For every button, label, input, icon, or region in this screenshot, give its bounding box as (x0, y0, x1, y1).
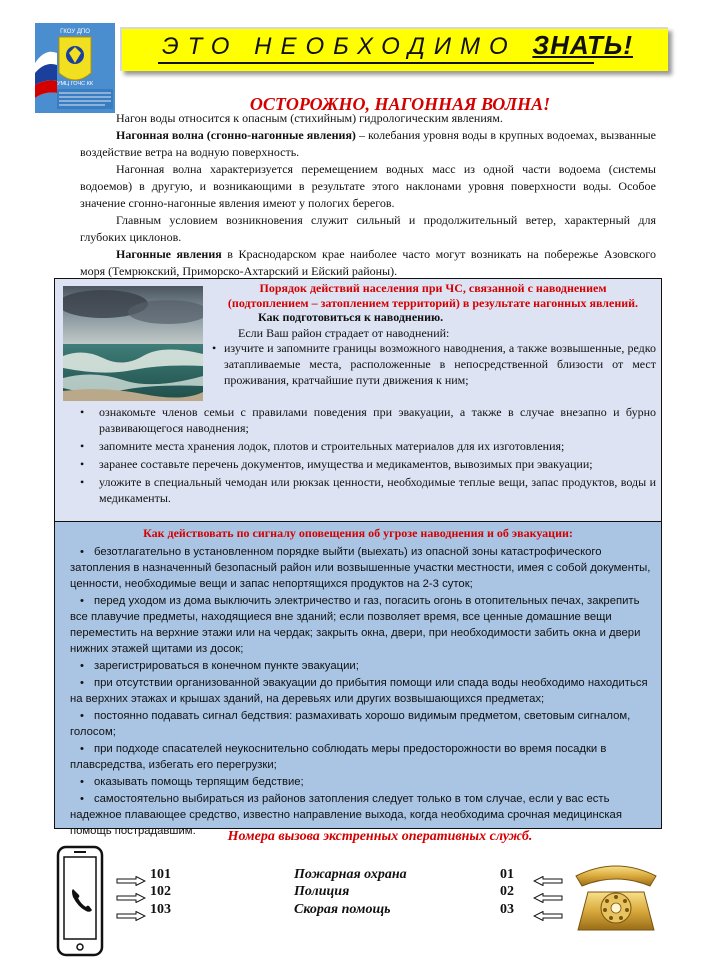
intro-paragraph (80, 127, 656, 161)
landline-number: 01 (500, 867, 514, 882)
mobile-number: 103 (150, 902, 171, 917)
list-item-text: оказывать помощь терпящим бедствие; (94, 776, 304, 788)
list-item (70, 675, 656, 707)
list-item-text: изучите и запомните границы возможного наводнения, а также возвышенные, редко затапливаемые места, расположенные в непосредственной близости от мест проживания, кратчайшие пути движения к ним; (224, 341, 656, 387)
banner-underline (158, 62, 594, 64)
page-title: ОСТОРОЖНО, НАГОННАЯ ВОЛНА! (249, 94, 551, 114)
evacuation-list (70, 544, 656, 840)
list-item-text: самостоятельно выбираться из районов затопления следует только в том случае, если у вас есть надежное плавающее средство, известно направление выхода, когда необходима срочная медицинская помощь пострадавшим. (70, 793, 622, 837)
list-item: • ознакомьте членов семьи с правилами поведения при эвакуации, а также в случае внезапно и бурно развивающегося наводнения; (70, 404, 656, 436)
bullet-icon: • (80, 710, 84, 722)
emblem-top-text: ГКОУ ДПО (60, 29, 90, 35)
intro-paragraph (80, 246, 656, 280)
bullet-icon: • (80, 743, 84, 755)
landline-number: 03 (500, 902, 514, 917)
mobile-number: 101 (150, 867, 171, 882)
list-item: • заранее составьте перечень документов, имущества и медикаментов, вывозимых при эвакуации; (70, 456, 656, 472)
intro-text (80, 110, 656, 280)
list-item (70, 658, 656, 674)
mobile-number: 102 (150, 884, 171, 899)
rotary-telephone-icon (570, 858, 662, 938)
storm-sea-photo (63, 286, 203, 401)
list-item (70, 774, 656, 790)
preparation-list (70, 404, 656, 508)
section1-title-line1: Порядок действий населения при ЧС, связанной с наводнением (259, 281, 607, 295)
service-name: Скорая помощь (294, 902, 391, 917)
arrow-left-icon (533, 908, 563, 918)
list-item: • запомните места хранения лодок, плотов и строительных материалов для их изготовления; (70, 438, 656, 454)
bullet-icon: • (80, 776, 84, 788)
banner-heading (162, 30, 633, 61)
mobile-phone-icon (56, 845, 104, 957)
list-item-text: перед уходом из дома выключить электричество и газ, погасить огонь в отопительных печах, закрепить все плавучие предметы, находящиеся вне зданий; если позволяет время, все ценные домашние вещи переместить на верхние этажи или на чердак; закрыть окна, двери, при необходимости забить окна и двери нижних этажей щитами из досок; (70, 595, 641, 655)
intro-definition: в Краснодарском крае наиболее часто могут возникать на побережье Азовского моря (Темрюкский, Приморско-Ахтарский и Ейский районы). (80, 247, 657, 278)
list-item-text: при подходе спасателей неукоснительно соблюдать меры предосторожности во время посадки в плавсредства, избегать его перегрузки; (70, 743, 607, 771)
arrow-left-icon (533, 873, 563, 883)
bullet-icon: • (212, 341, 217, 355)
service-name: Полиция (294, 884, 350, 899)
intro-definition: – колебания уровня воды в крупных водоемах, вызванные воздействие ветра на водную поверхность. (80, 128, 656, 159)
intro-term: Нагонная волна (сгонно-нагонные явления) (116, 128, 356, 142)
list-item-text: безотлагательно в установленном порядке выйти (выехать) из опасной зоны катастрофического затопления в назначенный безопасный район или возвышенные участки местности, имея с собой документы, ценности, необходимые вещи и запас непортящихся продуктов на 2-3 суток; (70, 546, 651, 590)
section2-title: Как действовать по сигналу оповещения об угрозе наводнения и об эвакуации: (143, 526, 573, 540)
organization-emblem (35, 23, 115, 113)
bullet-icon: • (80, 677, 84, 689)
arrow-right-icon (116, 890, 146, 900)
list-item (70, 741, 656, 773)
list-item (70, 708, 656, 740)
bullet-icon: • (80, 660, 84, 672)
intro-paragraph: Нагонная волна характеризуется перемещением водных масс из одной части водоема (системы водоемов) в другую, и возникающими в результате этого наклонами уровня поверхности воды. Особое значение сгонно-нагонные явления имеют у пологих берегов. (80, 162, 656, 210)
banner-strong-text: ЗНАТЬ! (532, 30, 633, 60)
intro-paragraph: Нагон воды относится к опасным (стихийным) гидрологическим явлениям. (116, 111, 503, 125)
banner-text: ЭТО НЕОБХОДИМО (162, 33, 517, 60)
list-item (70, 593, 656, 657)
bullet-icon: • (80, 793, 84, 805)
service-name: Пожарная охрана (294, 867, 407, 882)
bullet-icon: • (80, 595, 84, 607)
list-item: • уложите в специальный чемодан или рюкзак ценности, необходимые теплые вещи, запас продуктов, воды и медикаменты. (70, 474, 656, 506)
arrow-left-icon (533, 890, 563, 900)
landline-number: 02 (500, 884, 514, 899)
section1-lead: Если Ваш район страдает от наводнений: (238, 326, 450, 340)
list-item-text: постоянно подавать сигнал бедствия: размахивать хорошо видимым предметом, световым сигналом, голосом; (70, 710, 631, 738)
emergency-title: Номера вызова экстренных оперативных служб. (227, 829, 533, 844)
list-item-text: зарегистрироваться в конечном пункте эвакуации; (94, 660, 359, 672)
section1-subtitle: Как подготовиться к наводнению. (258, 310, 444, 324)
emblem-name: УМЦ ГОЧС КК (56, 81, 94, 87)
arrow-right-icon (116, 908, 146, 918)
arrow-right-icon (116, 873, 146, 883)
intro-term: Нагонные явления (116, 247, 222, 261)
section1-title-line2: (подтоплением – затоплением территорий) в результате нагонных явлений. (227, 296, 639, 310)
list-item (212, 340, 656, 388)
list-item-text: при отсутствии организованной эвакуации до прибытия помощи или спада воды необходимо находиться на верхних этажах и крышах зданий, на деревьях или других возвышающихся предметах; (70, 677, 648, 705)
intro-paragraph: Главным условием возникновения служит сильный и продолжительный ветер, характерный для глубоких циклонов. (80, 213, 656, 244)
bullet-icon: • (80, 546, 84, 558)
list-item (70, 544, 656, 592)
